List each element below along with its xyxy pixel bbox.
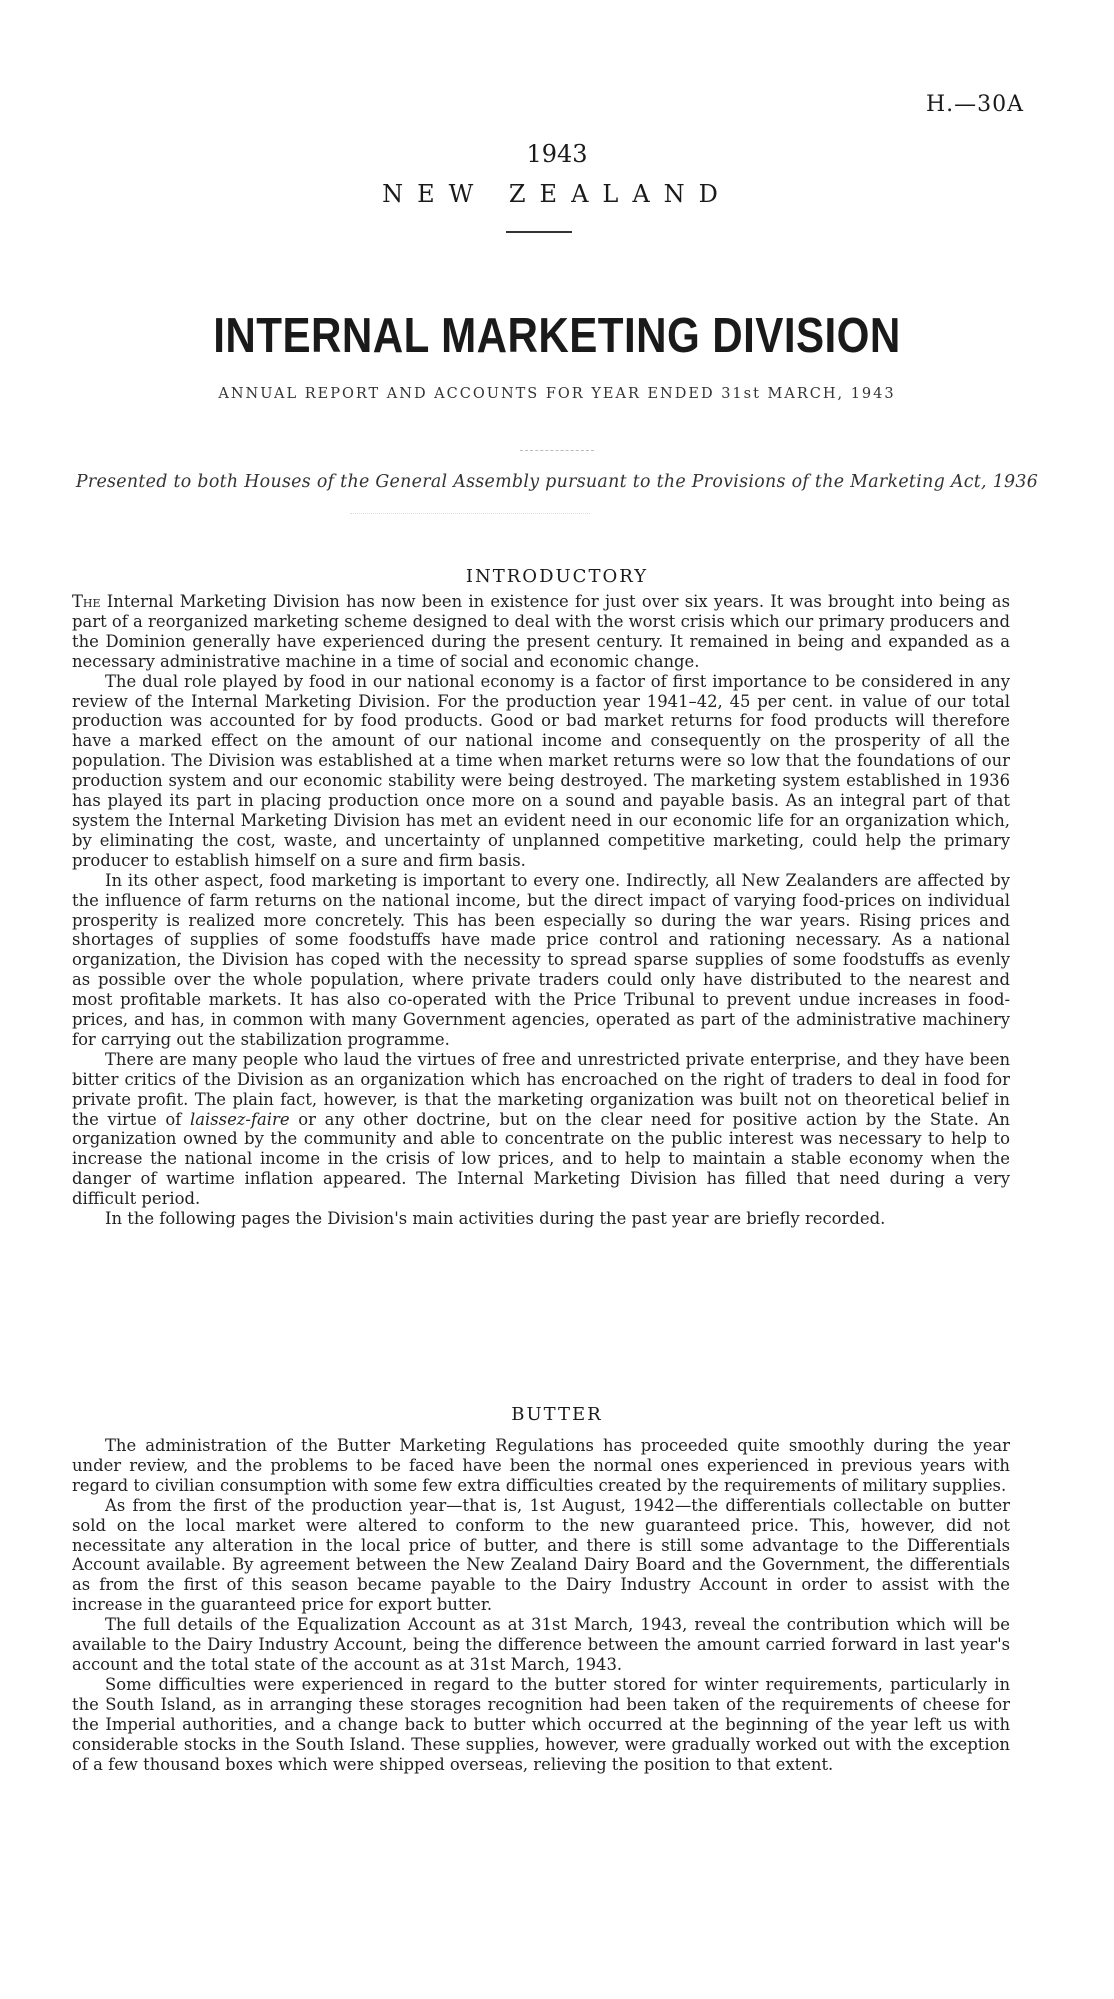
intro-paragraph-3: In its other aspect, food marketing is important to every one. Indirectly, all New Zealanders are affected by the influence of farm returns on the national income, but the direct impact of varying food-prices on individual prosperity is realized more concretely. This has been especially so during the war years. Rising prices and shortages of supplies of some foodstuffs have made price control and rationing necessary. As a national organization, the Division has coped with the necessity to spread sparse supplies of some foodstuffs as evenly as possible over the whole population, where private traders could only have distributed to the nearest and most profitable markets. It has also co-operated with the Price Tribunal to prevent undue increases in food-prices, and has, in common with many Government agencies, operated as part of the administrative machinery for carrying out the stabilization programme.: [72, 870, 1010, 1049]
section-heading-butter: BUTTER: [511, 1404, 603, 1425]
butter-paragraph-2: As from the first of the production year—that is, 1st August, 1942—the differentials collectable on butter sold on the local market were altered to conform to the new guaranteed price. This, however, did not necessitate any alteration in the local price of butter, and there is still some advantage to the Differentials Account available. By agreement between the New Zealand Dairy Board and the Government, the differentials as from the first of this season became payable to the Dairy Industry Account in order to assist with the increase in the guaranteed price for export butter.: [72, 1495, 1010, 1615]
document-subtitle: ANNUAL REPORT AND ACCOUNTS FOR YEAR ENDED 31st MARCH, 1943: [218, 386, 896, 402]
presented-note: Presented to both Houses of the General Assembly pursuant to the Provisions of the Marketing Act, 1936: [75, 472, 1039, 492]
header-divider: [506, 231, 572, 233]
introductory-section: [72, 592, 1010, 1229]
title-divider: [520, 450, 594, 451]
report-year: 1943: [526, 140, 588, 168]
butter-paragraph-4: Some difficulties were experienced in regard to the butter stored for winter requirements, particularly in the South Island, as in arranging these storages recognition had been taken of the requirements of cheese for the Imperial authorities, and a change back to butter which occurred at the beginning of the year left us with considerable stocks in the South Island. These supplies, however, were gradually worked out with the exception of a few thousand boxes which were shipped overseas, relieving the position to that extent.: [72, 1674, 1010, 1774]
butter-paragraph-1: The administration of the Butter Marketing Regulations has proceeded quite smoothly during the year under review, and the problems to be faced have been the normal ones experienced in previous years with regard to civilian consumption with some few extra difficulties created by the requirements of military supplies.: [72, 1436, 1010, 1495]
intro-paragraph-2: The dual role played by food in our national economy is a factor of first importance to be considered in any review of the Internal Marketing Division. For the production year 1941–42, 45 per cent. in value of our total production was accounted for by food products. Good or bad market returns for food products will therefore have a marked effect on the amount of our national income and consequently on the prosperity of all the population. The Division was established at a time when market returns were so low that the foundations of our production system and our economic stability were being destroyed. The marketing system established in 1936 has played its part in placing production once more on a sound and payable basis. As an integral part of that system the Internal Marketing Division has met an evident need in our economic life for an organization which, by eliminating the cost, waste, and uncertainty of unplanned competitive marketing, could help the primary producer to establish himself on a sure and firm basis.: [72, 671, 1010, 870]
presented-divider: [350, 513, 590, 514]
intro-lead-word: The: [72, 592, 101, 611]
document-title: INTERNAL MARKETING DIVISION: [213, 309, 901, 363]
butter-section: [72, 1436, 1010, 1774]
country-name: NEW ZEALAND: [382, 180, 732, 208]
section-heading-introductory: INTRODUCTORY: [465, 566, 649, 587]
page-reference: H.—30A: [925, 92, 1024, 117]
italic-term: laissez-faire: [190, 1109, 290, 1129]
intro-paragraph-5: In the following pages the Division's main activities during the past year are briefly recorded.: [105, 1209, 886, 1229]
intro-paragraph-1: The Internal Marketing Division has now been in existence for just over six years. It was brought into being as part of a reorganized marketing scheme designed to deal with the worst crisis which our primary producers and the Dominion generally have experienced during the present century. It remained in being and expanded as a necessary administrative machine in a time of social and economic change.: [72, 592, 1010, 671]
butter-paragraph-3: The full details of the Equalization Account as at 31st March, 1943, reveal the contribution which will be available to the Dairy Industry Account, being the difference between the amount carried forward in last year's account and the total state of the account as at 31st March, 1943.: [72, 1615, 1010, 1674]
intro-paragraph-4: There are many people who laud the virtues of free and unrestricted private enterprise, and they have been bitter critics of the Division as an organization which has encroached on the right of traders to deal in food for private profit. The plain fact, however, is that the marketing organization was built not on theoretical belief in the virtue of laissez-faire or any other doctrine, but on the clear need for positive action by the State. An organization owned by the community and able to concentrate on the public interest was necessary to help to increase the national income in the crisis of low prices, and to help to maintain a stable economy when the danger of wartime inflation appeared. The Internal Marketing Division has filled that need during a very difficult period.: [72, 1049, 1010, 1209]
